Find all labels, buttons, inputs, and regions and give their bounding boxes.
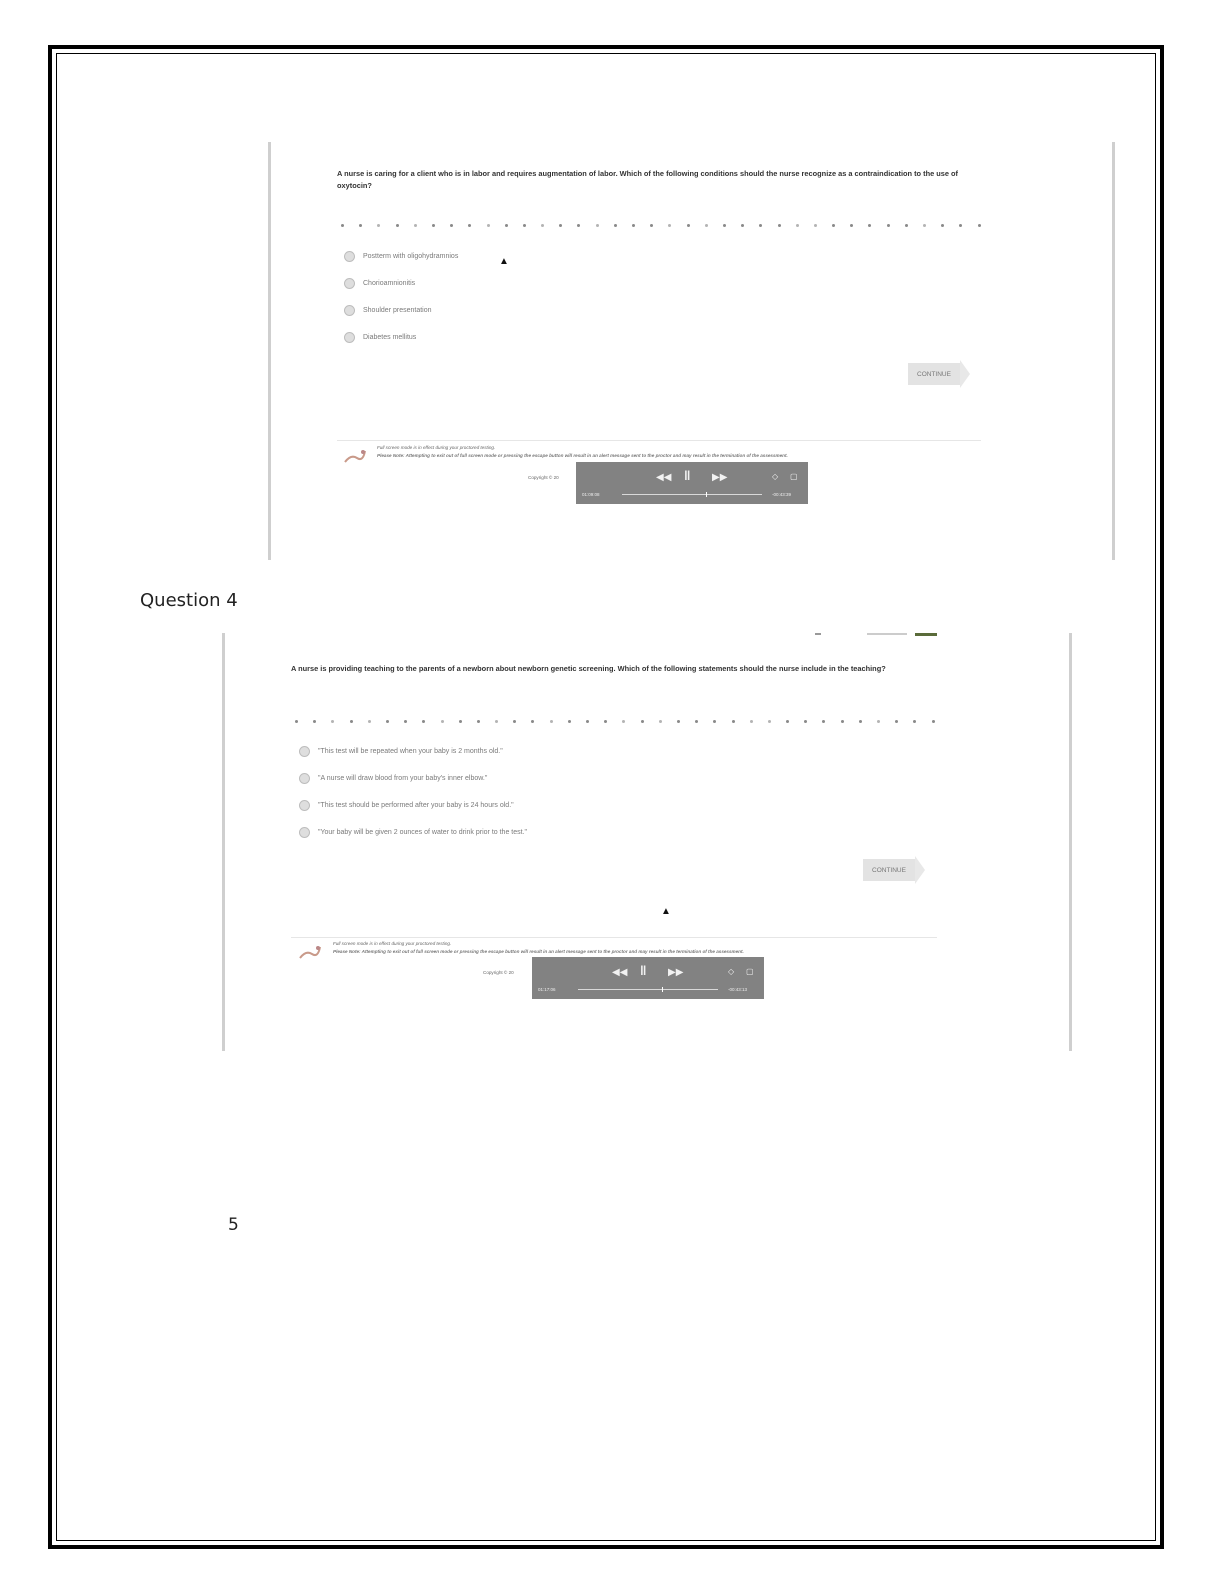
progress-dot (905, 224, 908, 227)
progress-dot (541, 224, 544, 227)
option-label: Diabetes mellitus (363, 334, 417, 341)
radio-button[interactable] (299, 800, 310, 811)
progress-dot (804, 720, 807, 723)
answer-options (299, 738, 527, 846)
progress-dot (450, 224, 453, 227)
progress-dot (350, 720, 353, 723)
progress-dot (331, 720, 334, 723)
scrub-track[interactable] (622, 494, 762, 495)
answer-option-1[interactable] (299, 738, 527, 765)
progress-dot (723, 224, 726, 227)
option-label: "A nurse will draw blood from your baby's inner elbow." (318, 775, 488, 782)
option-label: "This test should be performed after your baby is 24 hours old." (318, 802, 514, 809)
stethoscope-logo-icon (343, 448, 367, 464)
screenshot-question-3 (268, 142, 1115, 560)
answer-option-1[interactable] (344, 243, 458, 270)
progress-dot (859, 720, 862, 723)
progress-dot (632, 224, 635, 227)
fullscreen-notice: Full screen mode is in effect during your proctored testing. (333, 941, 452, 946)
progress-dot (604, 720, 607, 723)
copyright: Copyright © 20 (483, 970, 514, 975)
progress-dot (568, 720, 571, 723)
answer-option-2[interactable] (299, 765, 527, 792)
progress-dot (468, 224, 471, 227)
progress-dot (695, 720, 698, 723)
progress-dot (459, 720, 462, 723)
progress-dot (495, 720, 498, 723)
option-label: Shoulder presentation (363, 307, 432, 314)
progress-dot (850, 224, 853, 227)
rewind-icon[interactable]: ◀◀ (656, 472, 672, 483)
remaining-time: -00:43:39 (772, 492, 792, 497)
question-text: A nurse is providing teaching to the parents of a newborn about newborn genetic screening. Which of the following statements should the nurse include in the teaching? (291, 664, 886, 673)
radio-button[interactable] (344, 251, 355, 262)
progress-dot (959, 224, 962, 227)
volume-icon[interactable]: ◇ (772, 472, 779, 481)
progress-dot (295, 720, 298, 723)
progress-dot (523, 224, 526, 227)
continue-label: CONTINUE (908, 363, 960, 385)
progress-dot (422, 720, 425, 723)
progress-dot (577, 224, 580, 227)
progress-dot (978, 224, 981, 227)
progress-dot (596, 224, 599, 227)
option-label: Postterm with oligohydramnios (363, 253, 459, 260)
radio-button[interactable] (299, 827, 310, 838)
progress-dot (622, 720, 625, 723)
scrub-handle[interactable] (662, 987, 663, 992)
progress-dot (513, 720, 516, 723)
progress-dot (822, 720, 825, 723)
progress-dot (814, 224, 817, 227)
pause-icon[interactable]: ‖ (640, 963, 647, 978)
answer-option-4[interactable] (344, 324, 458, 351)
option-label: Chorioamnionitis (363, 280, 416, 287)
progress-dot (732, 720, 735, 723)
progress-dot (586, 720, 589, 723)
progress-dot (359, 224, 362, 227)
fast-forward-icon[interactable]: ▶▶ (712, 472, 728, 483)
progress-dot (741, 224, 744, 227)
progress-dot (832, 224, 835, 227)
progress-dot (786, 720, 789, 723)
progress-dot (923, 224, 926, 227)
answer-option-3[interactable] (344, 297, 458, 324)
scrub-track[interactable] (578, 989, 718, 990)
question-text: A nurse is caring for a client who is in labor and requires augmentation of labor. Which of the following conditions should the nurse recognize as a contraindication to the use of oxytocin? (337, 169, 959, 190)
scrub-handle[interactable] (706, 492, 707, 497)
radio-button[interactable] (344, 305, 355, 316)
video-player-controls (532, 957, 764, 999)
progress-dot (559, 224, 562, 227)
progress-dot (868, 224, 871, 227)
progress-dot (778, 224, 781, 227)
radio-button[interactable] (299, 773, 310, 784)
answer-option-2[interactable] (344, 270, 458, 297)
rewind-icon[interactable]: ◀◀ (612, 967, 628, 978)
fast-forward-icon[interactable]: ▶▶ (668, 967, 684, 978)
mouse-cursor-icon: ▲ (499, 256, 509, 267)
progress-dot (441, 720, 444, 723)
option-label: "Your baby will be given 2 ounces of water to drink prior to the test." (318, 829, 527, 836)
progress-dot (386, 720, 389, 723)
continue-button[interactable] (908, 363, 970, 385)
progress-dot (713, 720, 716, 723)
footer-divider (291, 937, 937, 938)
progress-dot (414, 224, 417, 227)
progress-dot (505, 224, 508, 227)
option-label: "This test will be repeated when your baby is 2 months old." (318, 748, 503, 755)
elapsed-time: 01:17:06 (538, 987, 556, 992)
progress-dot (477, 720, 480, 723)
progress-dots (295, 718, 935, 724)
progress-dot (887, 224, 890, 227)
screenshot-question-4 (222, 633, 1072, 1051)
progress-dot (877, 720, 880, 723)
footer-divider (337, 440, 981, 441)
pause-icon[interactable]: ‖ (684, 468, 691, 483)
progress-dot (404, 720, 407, 723)
progress-dot (759, 224, 762, 227)
fullscreen-icon[interactable]: ▢ (746, 967, 754, 976)
radio-button[interactable] (344, 278, 355, 289)
progress-dot (913, 720, 916, 723)
continue-button[interactable] (863, 859, 925, 881)
progress-dot (377, 224, 380, 227)
progress-dot (796, 224, 799, 227)
progress-dot (487, 224, 490, 227)
progress-dot (932, 720, 935, 723)
stethoscope-logo-icon (298, 944, 322, 960)
progress-dot (550, 720, 553, 723)
continue-arrow-icon (915, 856, 925, 884)
continue-arrow-icon (960, 360, 970, 388)
progress-dot (705, 224, 708, 227)
video-player-controls (576, 462, 808, 504)
progress-dot (768, 720, 771, 723)
progress-dot (841, 720, 844, 723)
progress-dots (341, 222, 981, 228)
progress-dot (941, 224, 944, 227)
answer-option-3[interactable] (299, 792, 527, 819)
progress-dot (659, 720, 662, 723)
escape-warning: Please Note: Attempting to exit out of full screen mode or pressing the escape button will result in an alert message sent to the proctor and may result in the termination of the assessment. (333, 949, 744, 954)
answer-option-4[interactable] (299, 819, 527, 846)
elapsed-time: 01:09:08 (582, 492, 600, 497)
progress-dot (641, 720, 644, 723)
radio-button[interactable] (299, 746, 310, 757)
continue-label: CONTINUE (863, 859, 915, 881)
copyright: Copyright © 20 (528, 475, 559, 480)
cropped-toolbar-edge (815, 633, 939, 636)
answer-options (344, 243, 458, 351)
progress-dot (313, 720, 316, 723)
escape-warning: Please Note: Attempting to exit out of full screen mode or pressing the escape button will result in an alert message sent to the proctor and may result in the termination of the assessment. (377, 453, 788, 458)
progress-dot (668, 224, 671, 227)
progress-dot (432, 224, 435, 227)
progress-dot (687, 224, 690, 227)
remaining-time: -00:43:13 (728, 987, 748, 992)
progress-dot (341, 224, 344, 227)
fullscreen-icon[interactable]: ▢ (790, 472, 798, 481)
progress-dot (614, 224, 617, 227)
page-number: 5 (228, 1215, 239, 1235)
progress-dot (750, 720, 753, 723)
question-label: Question 4 (140, 590, 238, 611)
progress-dot (368, 720, 371, 723)
progress-dot (396, 224, 399, 227)
progress-dot (650, 224, 653, 227)
fullscreen-notice: Full screen mode is in effect during your proctored testing. (377, 445, 496, 450)
progress-dot (531, 720, 534, 723)
mouse-cursor-icon: ▲ (661, 906, 671, 917)
progress-dot (895, 720, 898, 723)
radio-button[interactable] (344, 332, 355, 343)
progress-dot (677, 720, 680, 723)
volume-icon[interactable]: ◇ (728, 967, 735, 976)
